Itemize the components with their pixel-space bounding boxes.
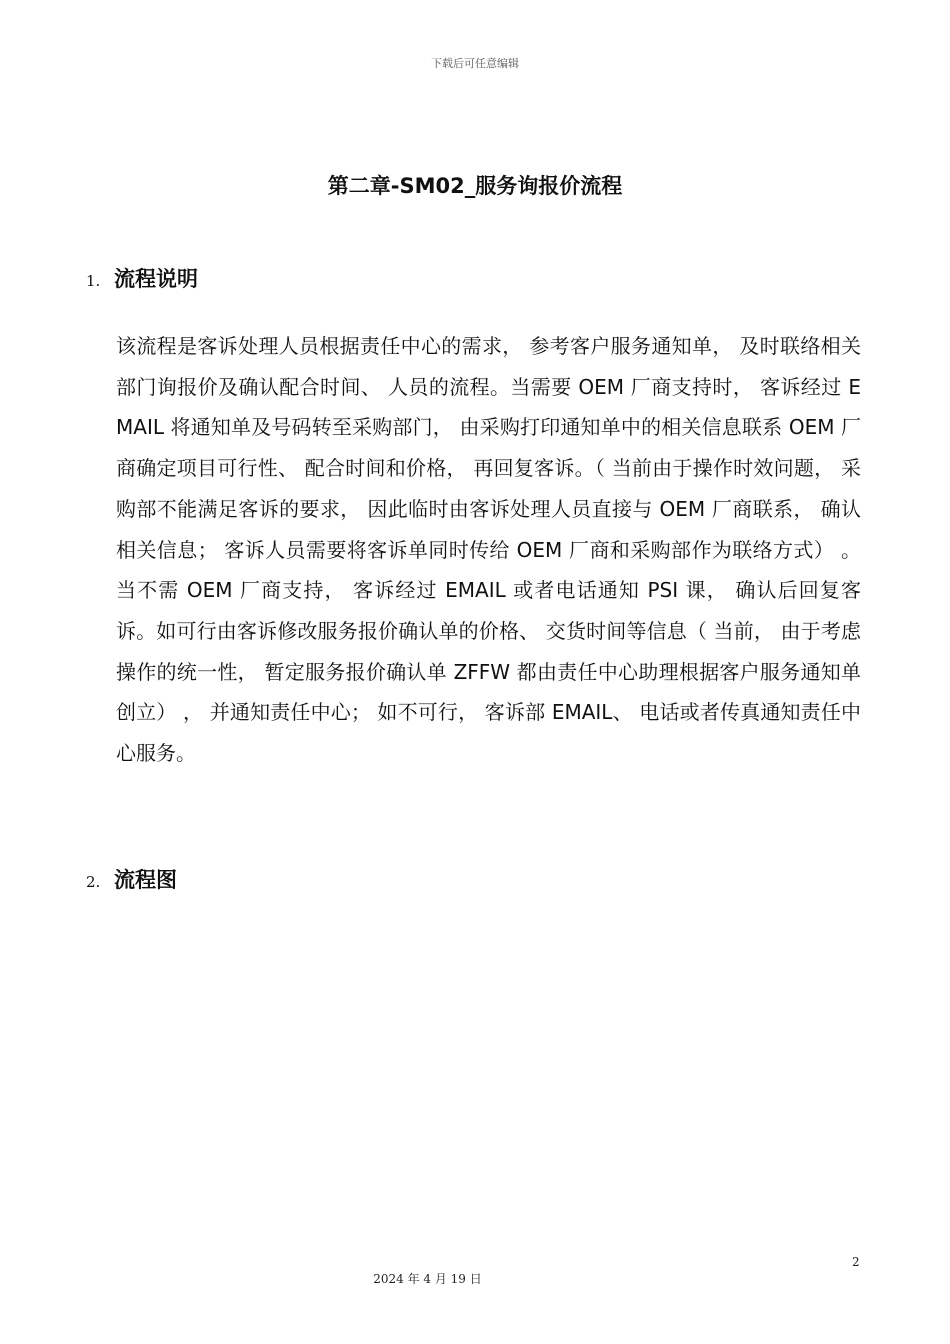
section-heading-label: 流程图: [114, 868, 177, 892]
footer-date: 2024 年 4 月 19 日: [373, 1272, 482, 1286]
section-number: 1.: [86, 272, 101, 290]
section-heading-description: [86, 263, 198, 293]
section-heading-flowchart: [86, 864, 177, 894]
process-description-paragraph: 该流程是客诉处理人员根据责任中心的需求， 参考客户服务通知单， 及时联络相关部门询报价及确认配合时间、 人员的流程。当需要 OEM 厂商支持时， 客诉经过 EMAIL 将通知单及号码转至采购部门， 由采购打印通知单中的相关信息联系 OEM 厂商确定项目可行性、 配合时间和价格， 再回复客诉。（ 当前由于操作时效问题， 采购部不能满足客诉的要求， 因此临时由客诉处理人员直接与 OEM 厂商联系， 确认相关信息； 客诉人员需要将客诉单同时传给 OEM 厂商和采购部作为联络方式） 。当不需 OEM 厂商支持， 客诉经过 EMAIL 或者电话通知 PSI 课， 确认后回复客诉。如可行由客诉修改服务报价确认单的价格、 交货时间等信息（ 当前， 由于考虑操作的统一性， 暂定服务报价确认单 ZFFW 都由责任中心助理根据客户服务通知单创立） ， 并通知责任中心； 如不可行， 客诉部 EMAIL、 电话或者传真通知责任中心服务。: [116, 334, 861, 766]
section-heading-label: 流程说明: [114, 267, 198, 291]
header-note: 下载后可任意编辑: [431, 57, 519, 70]
section-number: 2.: [86, 873, 101, 891]
page-number: 2: [852, 1255, 860, 1269]
page-title: 第二章-SM02_服务询报价流程: [327, 174, 623, 198]
